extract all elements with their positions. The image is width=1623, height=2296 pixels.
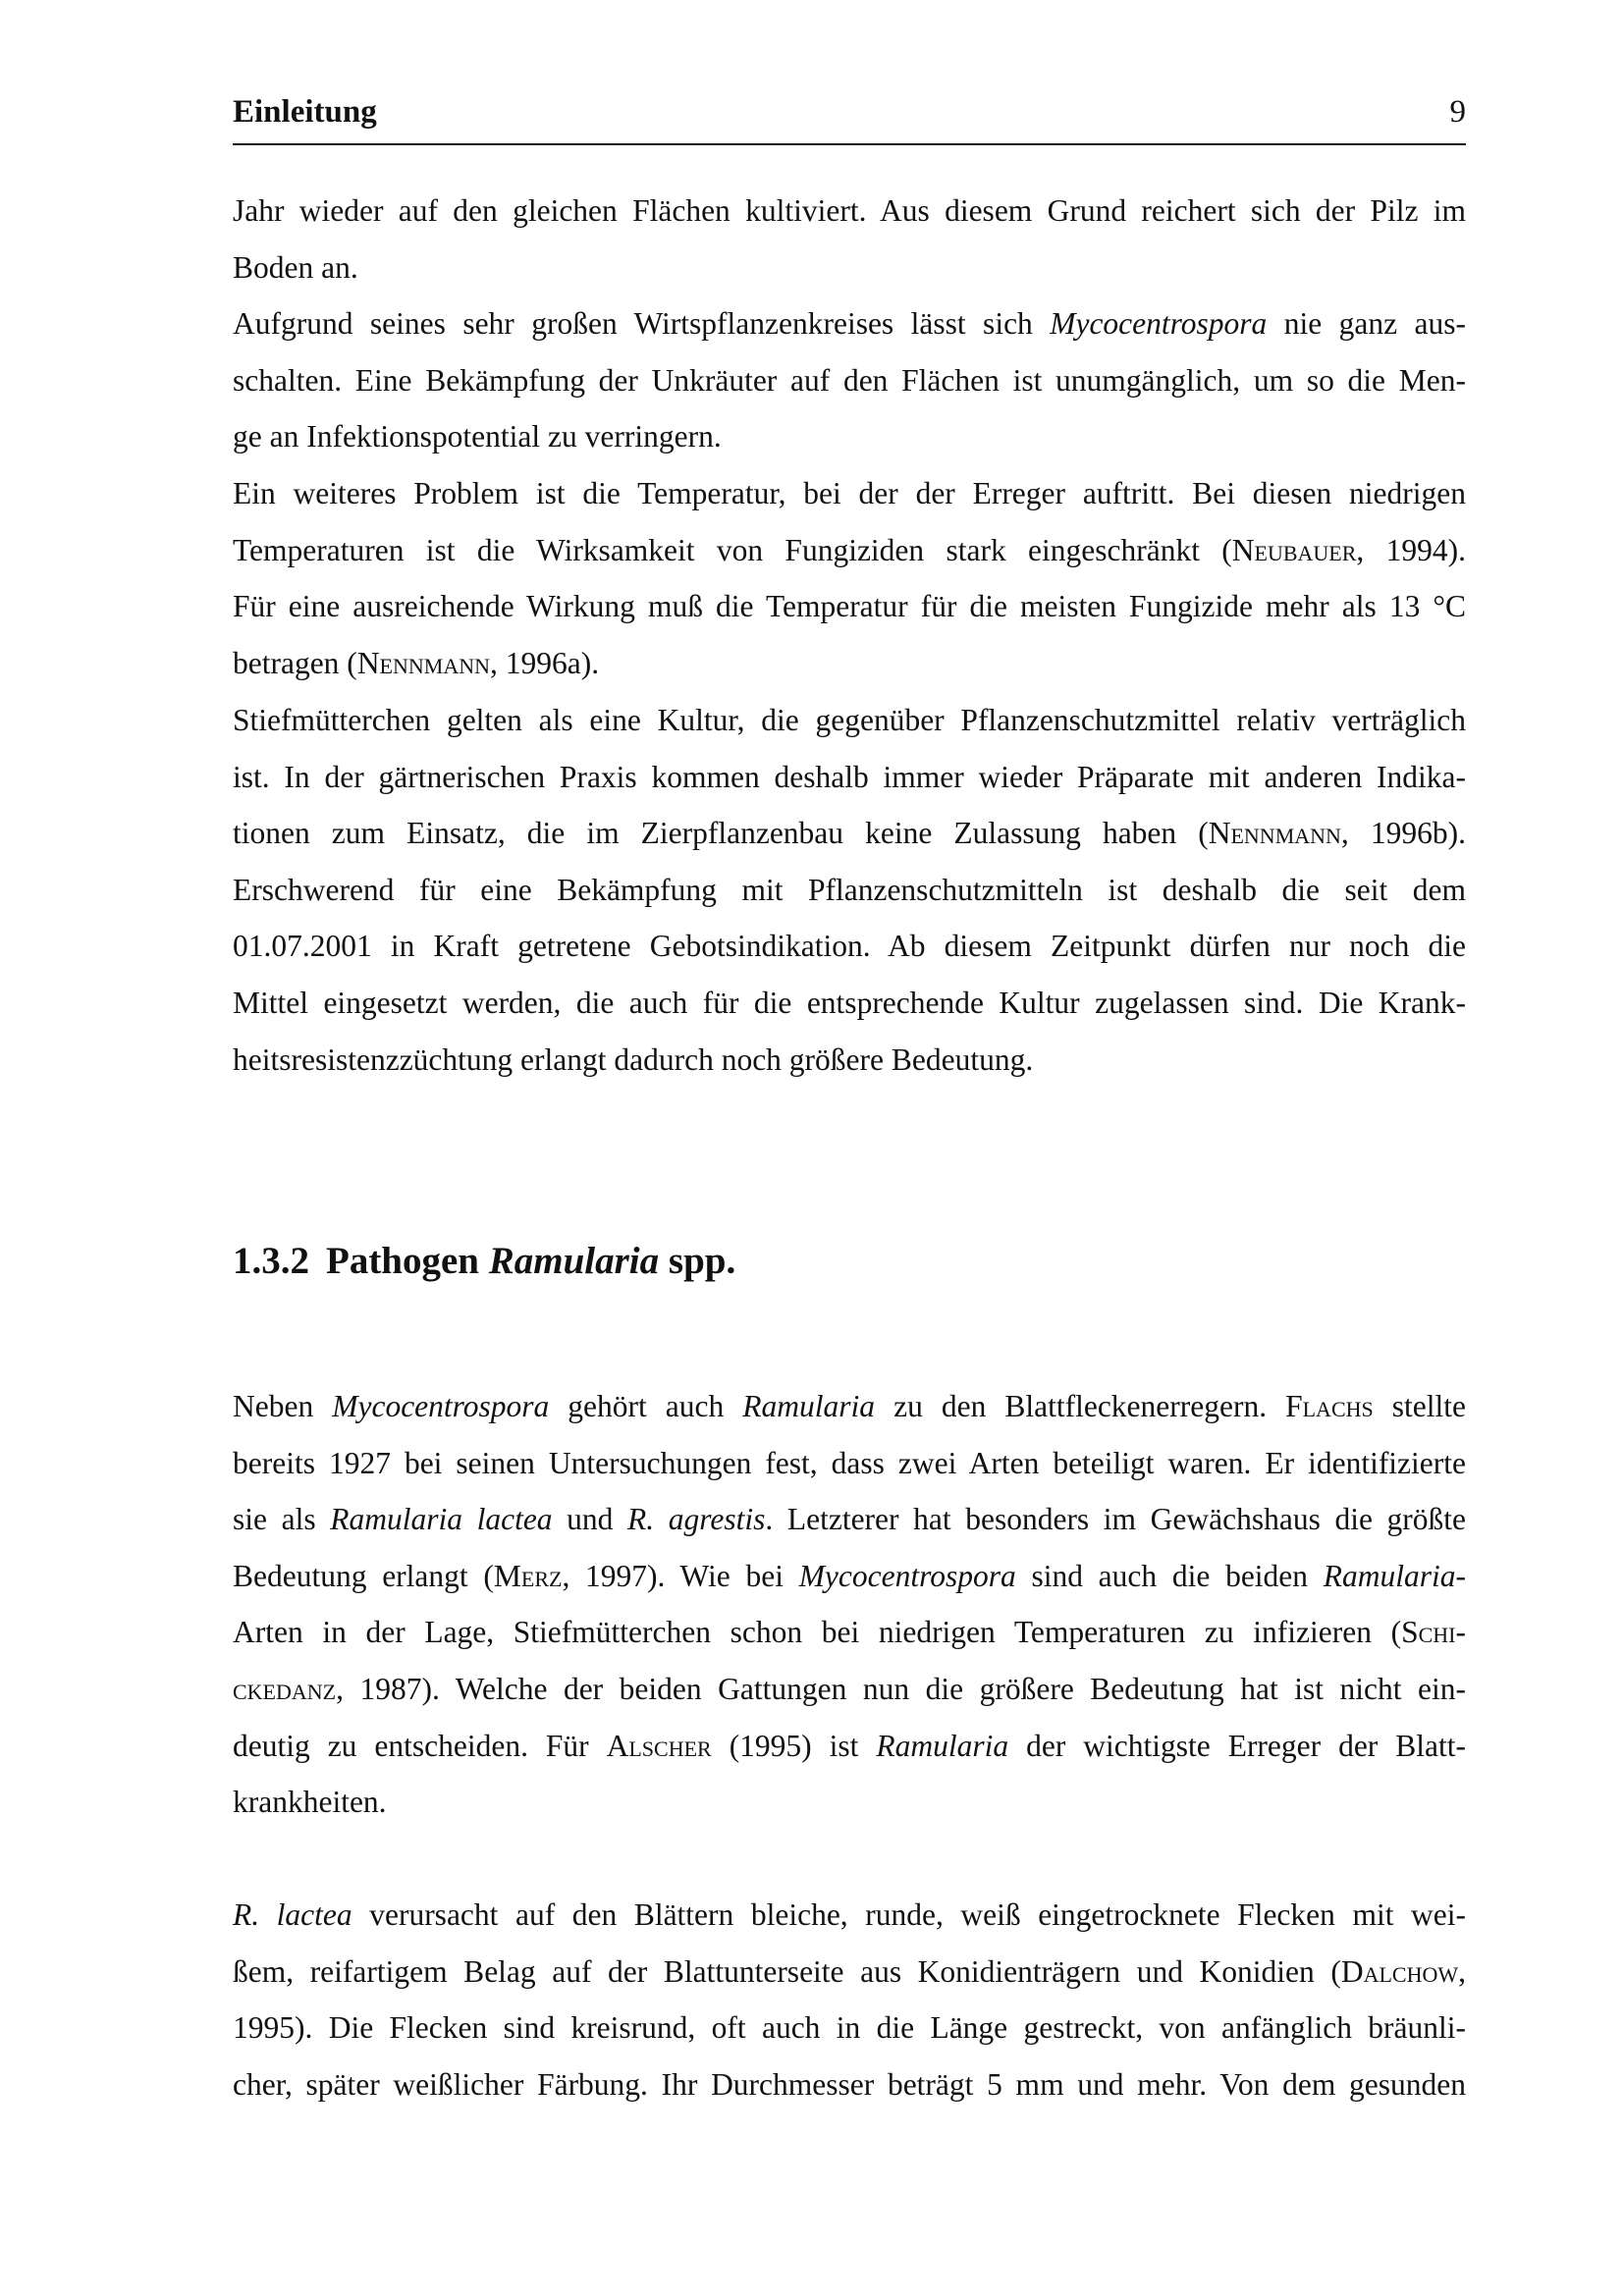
species-name: Mycocentrospora <box>1050 306 1268 341</box>
text-line: Stiefmütterchen gelten als eine Kultur, die gegenüber Pflanzenschutzmittel relativ verträglich <box>233 703 1466 737</box>
paragraph-4 <box>233 692 1466 1088</box>
text-line: 01.07.2001 in Kraft getretene Gebotsindikation. Ab diesem Zeitpunkt dürfen nur noch die <box>233 929 1466 964</box>
text-line: bereits 1927 bei seinen Untersuchungen fest, dass zwei Arten beteiligt waren. Er identifizierte <box>233 1445 1466 1480</box>
text-line: heitsresistenzzüchtung erlangt dadurch noch größere Bedeutung. <box>233 1041 1034 1077</box>
page-header <box>233 94 1466 145</box>
text-line: ckedanz, 1987). Welche der beiden Gattungen nun die größere Bedeutung hat ist nicht ein- <box>233 1671 1466 1706</box>
text-line: schalten. Eine Bekämpfung der Unkräuter auf den Flächen ist unumgänglich, um so die Men- <box>233 362 1466 398</box>
text-line: Neben Mycocentrospora gehört auch Ramularia zu den Blattfleckenerregern. Flachs stellte <box>233 1389 1467 1423</box>
page-number: 9 <box>1449 94 1466 130</box>
citation-author: Nennmann <box>1208 816 1341 851</box>
citation-author: Flachs <box>1285 1389 1374 1423</box>
paragraph-6 <box>233 1887 1466 2112</box>
text-line: ge an Infektionspotential zu verringern. <box>233 419 722 454</box>
citation-author: Schi- <box>1401 1615 1466 1650</box>
text-line: 1995). Die Flecken sind kreisrund, oft auch in die Länge gestreckt, von anfänglich bräunli- <box>233 2010 1466 2046</box>
text-line: krankheiten. <box>233 1785 387 1820</box>
text-line: Mittel eingesetzt werden, die auch für die entsprechende Kultur zugelassen sind. Die Krank- <box>233 985 1466 1020</box>
species-name: Ramularia- <box>1323 1558 1467 1593</box>
text-line: ßem, reifartigem Belag auf der Blattunterseite aus Konidienträgern und Konidien (Dalchow, <box>233 1953 1466 1989</box>
chapter-title: Einleitung <box>233 94 377 130</box>
section-heading: 1.3.2 Pathogen Ramularia spp. <box>233 1240 736 1282</box>
text-line: R. lactea verursacht auf den Blättern bleiche, runde, weiß eingetrocknete Flecken mit wei- <box>233 1897 1466 1932</box>
citation-author: Dalchow <box>1340 1953 1459 1989</box>
text-line: tionen zum Einsatz, die im Zierpflanzenbau keine Zulassung haben (Nennmann, 1996b). <box>233 816 1466 851</box>
text-line: ist. In der gärtnerischen Praxis kommen deshalb immer wieder Präparate mit anderen Indika- <box>233 759 1466 794</box>
text-line: sie als Ramularia lactea und R. agrestis. Letzterer hat besonders im Gewächshaus die größte <box>233 1502 1467 1537</box>
text-line: Ein weiteres Problem ist die Temperatur, bei der der Erreger auftritt. Bei diesen niedrigen <box>233 476 1466 510</box>
text-line: Boden an. <box>233 249 358 285</box>
species-name: R. lactea <box>233 1897 352 1932</box>
text-line: betragen (Nennmann, 1996a). <box>233 645 600 680</box>
text-line: Bedeutung erlangt (Merz, 1997). Wie bei Mycocentrospora sind auch die beiden Ramularia- <box>233 1558 1467 1593</box>
paragraph-5 <box>233 1378 1466 1831</box>
text-line: Aufgrund seines sehr großen Wirtspflanzenkreises lässt sich Mycocentrospora nie ganz aus- <box>233 306 1466 341</box>
species-name: Mycocentrospora <box>798 1558 1016 1593</box>
citation-author: Nennmann <box>356 645 490 680</box>
paragraph-2 <box>233 295 1466 465</box>
citation-author: Merz <box>493 1558 563 1593</box>
genus-name: Ramularia <box>488 1240 660 1282</box>
text-line: Temperaturen ist die Wirksamkeit von Fungiziden stark eingeschränkt (Neubauer, 1994). <box>233 532 1466 567</box>
paragraph-1 <box>233 183 1466 295</box>
text-line: cher, später weißlicher Färbung. Ihr Durchmesser beträgt 5 mm und mehr. Von dem gesunden <box>233 2066 1466 2102</box>
text-line: Jahr wieder auf den gleichen Flächen kultiviert. Aus diesem Grund reichert sich der Pilz im <box>233 193 1466 228</box>
text-line: Arten in der Lage, Stiefmütterchen schon bei niedrigen Temperaturen zu infizieren (Schi- <box>233 1615 1466 1650</box>
citation-author: Alscher <box>606 1728 712 1763</box>
paragraph-3 <box>233 465 1466 691</box>
text-line: Für eine ausreichende Wirkung muß die Temperatur für die meisten Fungizide mehr als 13 °C <box>233 589 1466 624</box>
section-number: 1.3.2 <box>233 1240 309 1282</box>
species-name: R. agrestis <box>627 1502 766 1537</box>
text-line: Erschwerend für eine Bekämpfung mit Pflanzenschutzmitteln ist deshalb die seit dem <box>233 872 1466 907</box>
species-name: Ramularia <box>742 1389 876 1423</box>
species-name: Mycocentrospora <box>332 1389 550 1423</box>
species-name: Ramularia <box>876 1728 1009 1763</box>
text-line: deutig zu entscheiden. Für Alscher (1995) ist Ramularia der wichtigste Erreger der Blatt- <box>233 1728 1466 1763</box>
citation-author: Neubauer <box>1231 532 1357 567</box>
species-name: Ramularia lactea <box>330 1502 553 1537</box>
citation-author: ckedanz <box>233 1671 337 1706</box>
